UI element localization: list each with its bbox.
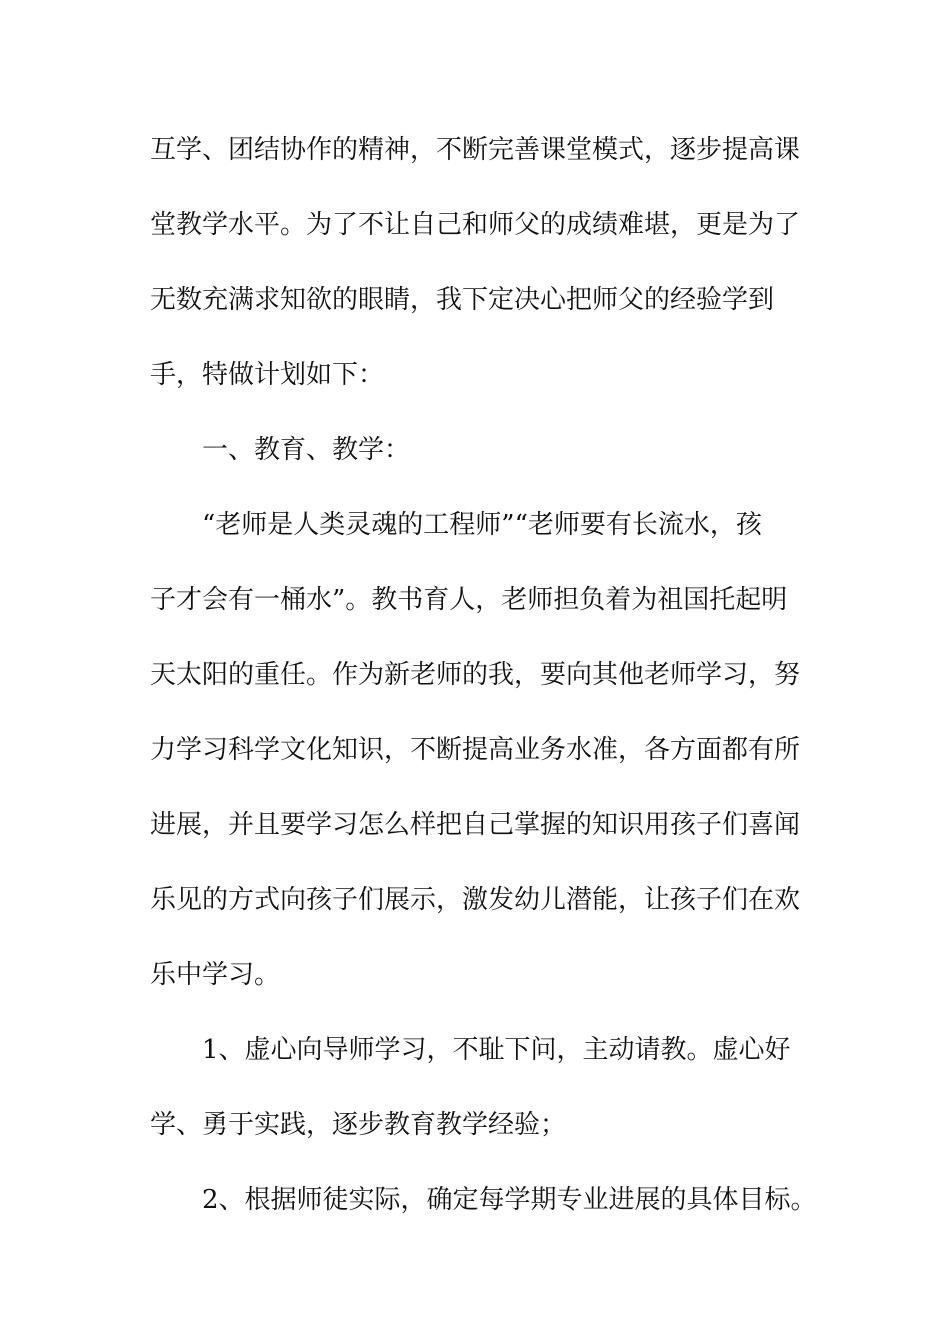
text-line: 手，特做计划如下： [150,360,385,390]
text-line: 乐中学习。 [150,960,281,990]
text-line: 进展，并且要学习怎么样把自己掌握的知识用孩子们喜闻 [150,810,801,840]
section-heading: 一、教育、教学： [202,435,411,465]
text-line: 子才会有一桶水”。教书育人，老师担负着为祖国托起明 [150,585,788,615]
text-line: 力学习科学文化知识，不断提高业务水准，各方面都有所 [150,735,801,765]
text-line: “老师是人类灵魂的工程师”“老师要有长流水，孩 [202,510,762,540]
text-line: 互学、团结协作的精神，不断完善课堂模式，逐步提高课 [150,135,801,165]
text-line: 学、勇于实践，逐步教育教学经验； [150,1110,567,1140]
text-line: 乐见的方式向孩子们展示，激发幼儿潜能，让孩子们在欢 [150,885,801,915]
text-line: 堂教学水平。为了不让自己和师父的成绩难堪，更是为了 [150,210,801,240]
text-line: 无数充满求知欲的眼睛，我下定决心把师父的经验学到 [150,285,775,315]
text-line: 天太阳的重任。作为新老师的我，要向其他老师学习，努 [150,660,801,690]
list-item-1: 1、虚心向导师学习，不耻下问，主动请教。虚心好 [202,1035,791,1065]
list-item-2: 2、根据师徒实际，确定每学期专业进展的具体目标。 [202,1185,817,1215]
